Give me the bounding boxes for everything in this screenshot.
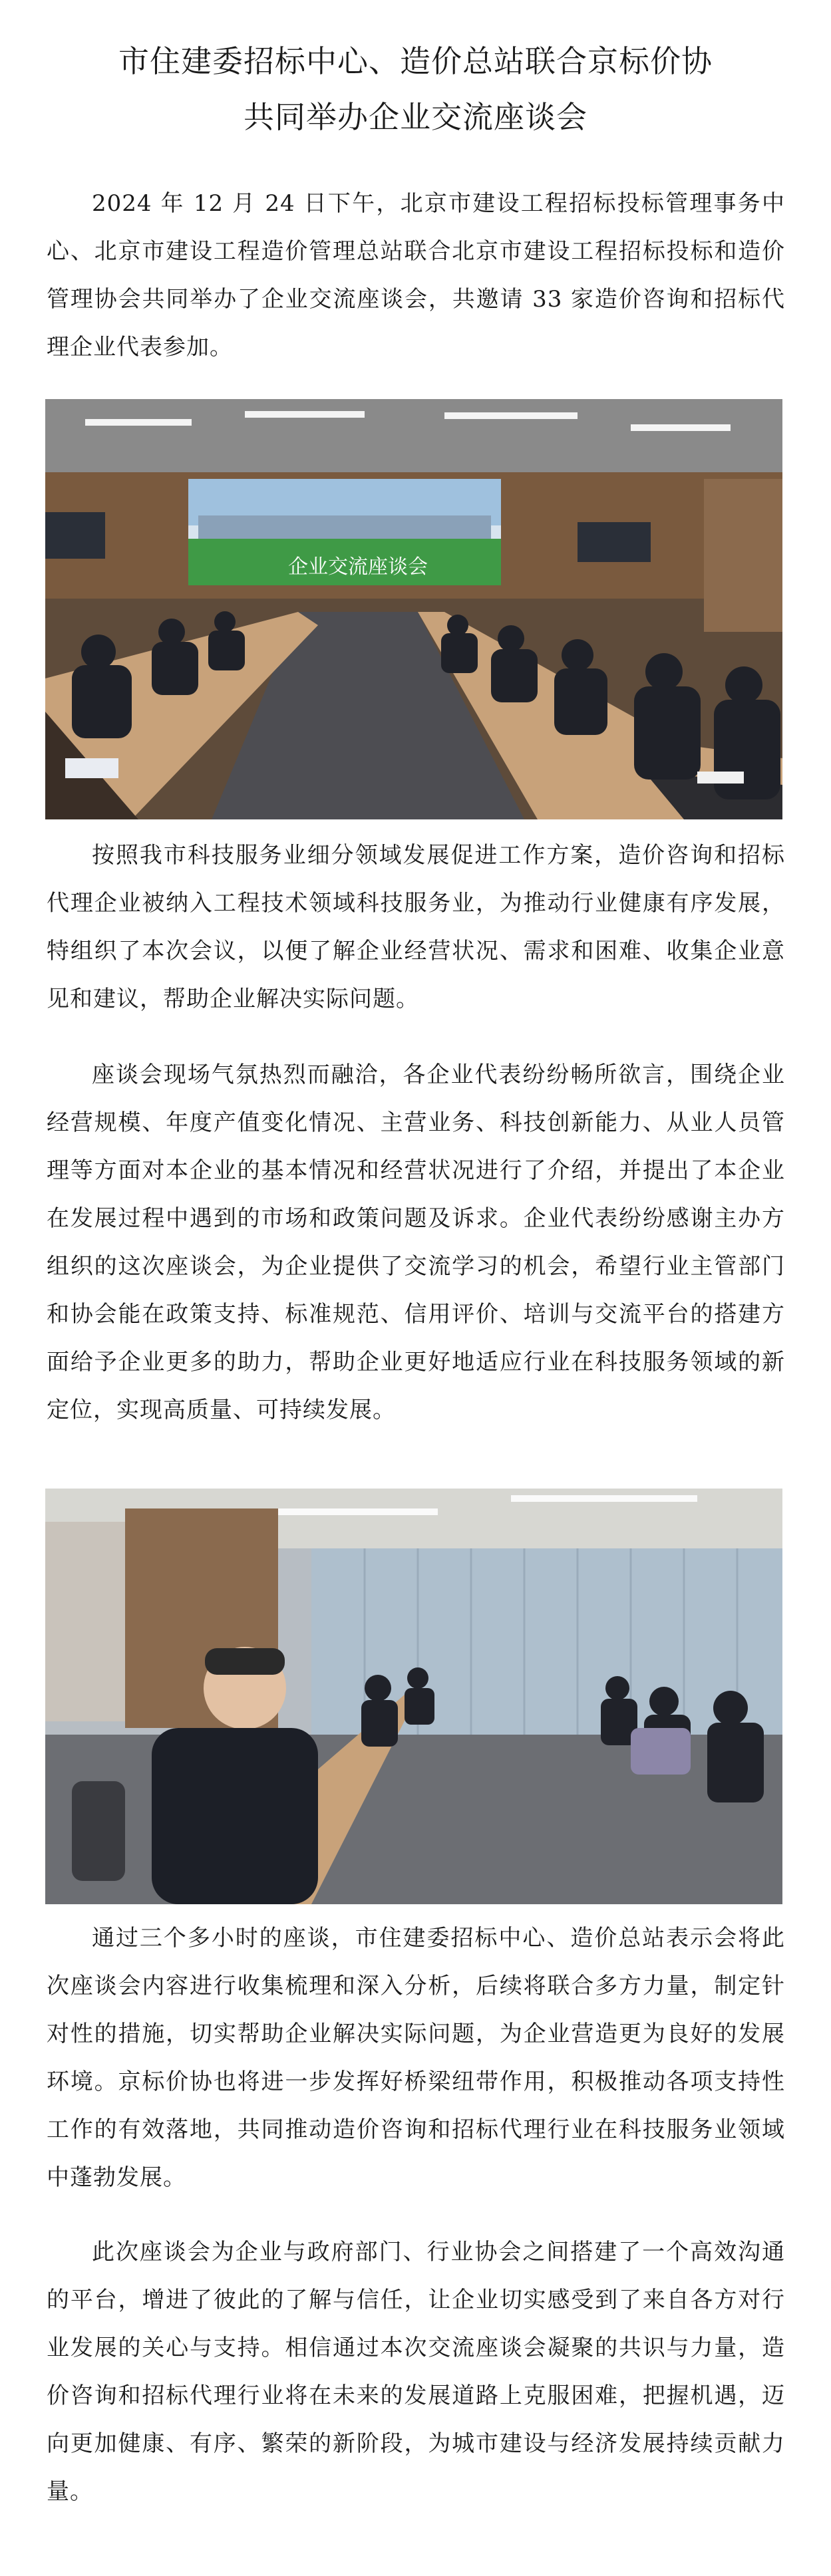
meeting-photo-1	[45, 399, 782, 819]
paragraph-2: 按照我市科技服务业细分领域发展促进工作方案，造价咨询和招标代理企业被纳入工程技术领域科技服务业，为推动行业健康有序发展，特组织了本次会议，以便了解企业经营状况、需求和困难、收集企业意见和建议，帮助企业解决实际问题。	[47, 842, 785, 1012]
paragraph-5: 此次座谈会为企业与政府部门、行业协会之间搭建了一个高效沟通的平台，增进了彼此的了解与信任，让企业切实感受到了来自各方对行业发展的关心与支持。相信通过本次交流座谈会凝聚的共识与力量，造价咨询和招标代理行业将在未来的发展道路上克服困难，把握机遇，迈向更加健康、有序、繁荣的新阶段，为城市建设与经济发展持续贡献力量。	[47, 2239, 785, 2505]
title-line-2: 共同举办企业交流座谈会	[244, 99, 587, 135]
title-line-1: 市住建委招标中心、造价总站联合京标价协	[118, 43, 713, 79]
paragraph-3: 座谈会现场气氛热烈而融洽，各企业代表纷纷畅所欲言，围绕企业经营规模、年度产值变化情况、主营业务、科技创新能力、从业人员管理等方面对本企业的基本情况和经营状况进行了介绍，并提出了本企业在发展过程中遇到的市场和政策问题及诉求。企业代表纷纷感谢主办方组织的这次座谈会，为企业提供了交流学习的机会，希望行业主管部门和协会能在政策支持、标准规范、信用评价、培训与交流平台的搭建方面给予企业更多的助力，帮助企业更好地适应行业在科技服务领域的新定位，实现高质量、可持续发展。	[47, 1062, 785, 1423]
article-title	[0, 33, 831, 145]
meeting-hall-illustration	[45, 399, 782, 819]
screen-caption: 企业交流座谈会	[288, 555, 428, 579]
speaker-illustration	[45, 1489, 782, 1904]
paragraph-1: 2024 年 12 月 24 日下午，北京市建设工程招标投标管理事务中心、北京市建设工程造价管理总站联合北京市建设工程招标投标和造价管理协会共同举办了企业交流座谈会，共邀请 33 家造价咨询和招标代理企业代表参加。	[47, 190, 785, 360]
paragraph-4: 通过三个多小时的座谈，市住建委招标中心、造价总站表示会将此次座谈会内容进行收集梳理和深入分析，后续将联合多方力量，制定针对性的措施，切实帮助企业解决实际问题，为企业营造更为良好的发展环境。京标价协也将进一步发挥好桥梁纽带作用，积极推动各项支持性工作的有效落地，共同推动造价咨询和招标代理行业在科技服务业领域中蓬勃发展。	[47, 1925, 785, 2191]
meeting-photo-2	[45, 1489, 782, 1904]
